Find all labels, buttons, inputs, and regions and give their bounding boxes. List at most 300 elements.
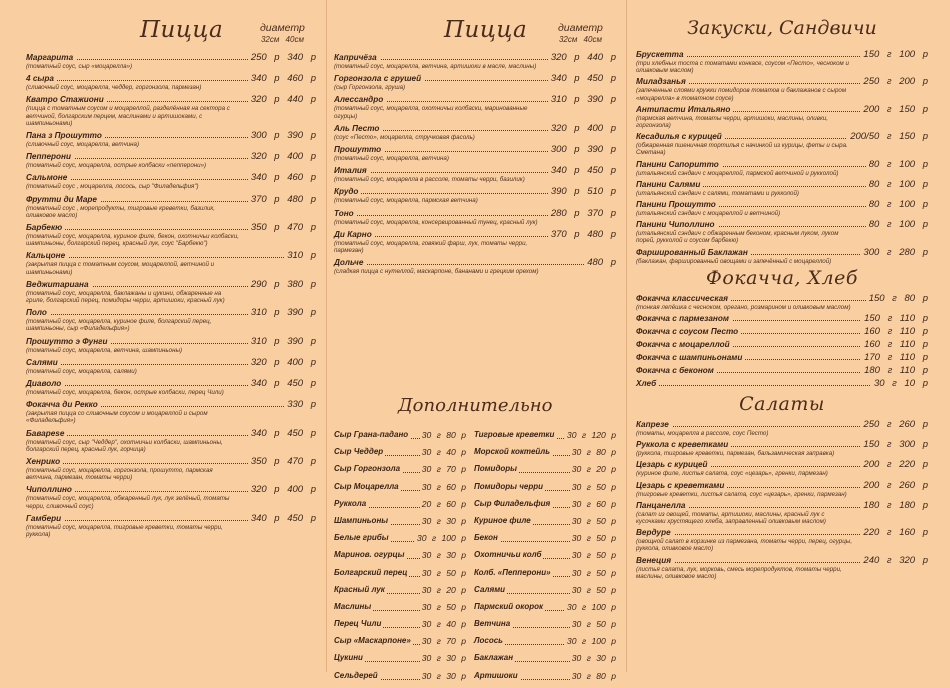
item-price: 160 г 110 р xyxy=(861,339,928,350)
item-price: 480 р xyxy=(584,257,616,268)
menu-item xyxy=(636,555,928,580)
extra-name: Морской коктейль xyxy=(474,447,551,457)
item-price: 320 р 400 р xyxy=(248,151,316,162)
extra-item xyxy=(334,516,466,533)
menu-item xyxy=(26,94,316,127)
extra-item xyxy=(334,585,466,602)
item-name: Диаволо xyxy=(26,378,64,389)
item-name: Панини Сапоритто xyxy=(636,159,722,170)
extra-item xyxy=(334,533,466,550)
item-price: 250 р 340 р xyxy=(248,52,316,63)
item-price: 310 р 390 р xyxy=(548,94,616,105)
extra-price: 30 г 70 р xyxy=(421,464,466,475)
item-price: 340 р 450 р xyxy=(248,428,316,439)
extra-price: 30 г 50 р xyxy=(571,567,616,578)
item-description: (томатный соус, моцарелла, куриное филе, бекон, охотничьи колбаски, шампиньоны, болгарский перец, красный лук, соус "Барбекю") xyxy=(26,233,239,248)
item-name: Панини Чиполлино xyxy=(636,219,718,230)
item-description: (томатный соус, моцарелла, салями) xyxy=(26,367,137,375)
extra-item xyxy=(474,671,616,688)
extra-item xyxy=(334,430,466,447)
menu-item xyxy=(636,339,928,350)
extra-item xyxy=(334,550,466,567)
menu-item xyxy=(636,365,928,376)
pizza-title-2: Пицца xyxy=(444,17,528,43)
item-price: 330 р xyxy=(284,399,316,410)
extra-name: Баклажан xyxy=(474,653,514,663)
extra-item xyxy=(474,585,616,602)
item-description: (итальянский сэндвич с моцареллой, пармской ветчиной и рукколой) xyxy=(636,169,839,177)
item-description: (томатный соус, моцарелла, консервированный тунец, красный лук) xyxy=(334,218,538,226)
extra-price: 30 г 20 р xyxy=(421,584,466,595)
item-name: Фокачча ди Рекко xyxy=(26,399,101,410)
item-price: 340 р 460 р xyxy=(248,172,316,183)
extra-price: 30 г 80 р xyxy=(571,447,616,458)
item-description: (итальянский сэндвич с салями, томатами и рукколой) xyxy=(636,189,799,197)
item-description: (баклажан, фаршированный овощами и запечённый с моцареллой) xyxy=(636,257,832,265)
diameter-header-1 xyxy=(260,22,305,46)
extra-item xyxy=(334,447,466,464)
item-description: (томатный соус, моцарелла, тигровые креветки, томаты черри, руккола) xyxy=(26,523,223,539)
item-price: 220 г 160 р xyxy=(860,527,928,538)
menu-item xyxy=(334,165,616,183)
item-description: (сладкая пицца с нутеллой, маскарпоне, бананами и грецким орехом) xyxy=(334,268,539,276)
menu-item xyxy=(334,123,616,141)
item-name: Италия xyxy=(334,165,370,176)
pizza-title-1: Пицца xyxy=(140,17,224,43)
menu-item xyxy=(26,513,316,538)
menu-item xyxy=(636,104,928,129)
menu-item xyxy=(636,247,928,265)
item-description: (итальянский сэндвич с обжаренным беконом, красным луком, луком порей, рукколой и соусом барбекю) xyxy=(636,230,839,245)
extra-name: Сыр Филадельфия xyxy=(474,498,551,508)
item-description: (томатный соус, моцарелла, говяжий фарш, лук, томаты черри, пармезан) xyxy=(334,239,528,255)
item-name: Фокачча с моцареллой xyxy=(636,339,733,350)
item-name: Цезарь с креветками xyxy=(636,480,727,491)
menu-item xyxy=(636,419,928,437)
item-name: Кватро Стажиони xyxy=(26,94,107,105)
extra-price: 30 г 50 р xyxy=(571,533,616,544)
menu-item xyxy=(334,94,616,119)
item-name: Фаршированный Баклажан xyxy=(636,247,751,258)
extra-price: 30 г 50 р xyxy=(571,584,616,595)
menu-item xyxy=(334,257,616,275)
snacks-column xyxy=(636,0,928,582)
menu-item xyxy=(636,131,928,156)
size-labels: 32см 40см xyxy=(260,35,304,44)
extras-title: Дополнительно xyxy=(398,395,553,416)
extra-price: 30 г 30 р xyxy=(421,515,466,526)
item-name: Сальмоне xyxy=(26,172,70,183)
item-description: (куриное филе, листья салата, соус «цезарь», гренки, пармезан) xyxy=(636,470,828,478)
menu-item xyxy=(636,179,928,197)
menu-item xyxy=(26,357,316,375)
extra-price: 30 г 80 р xyxy=(421,430,466,440)
item-price: 300 р 390 р xyxy=(248,130,316,141)
menu-item xyxy=(636,500,928,525)
extra-price: 30 г 40 р xyxy=(421,619,466,630)
item-price: 200 г 220 р xyxy=(860,459,928,470)
menu-item xyxy=(26,378,316,396)
snacks-title: Закуски, Сандвичи xyxy=(687,17,877,39)
menu-item xyxy=(334,52,616,70)
extra-name: Перец Чили xyxy=(334,619,382,629)
item-name: Кесадилья с курицей xyxy=(636,131,725,142)
extra-price: 30 г 50 р xyxy=(421,601,466,612)
item-price: 250 г 200 р xyxy=(860,76,928,87)
extra-name: Сыр Моцарелла xyxy=(334,481,399,491)
item-price: 310 р 390 р xyxy=(248,307,316,318)
extra-name: Сыр «Маскарпоне» xyxy=(334,636,411,646)
menu-item xyxy=(334,73,616,91)
item-description: (закрытая пицца с томатным соусом, моцареллой, ветчиной и шампиньонами) xyxy=(26,261,215,276)
extra-item xyxy=(474,602,616,619)
extra-item xyxy=(334,602,466,619)
item-name: Брускетта xyxy=(636,49,687,60)
item-price: 370 р 480 р xyxy=(548,229,616,240)
menu-item xyxy=(636,159,928,177)
menu-item xyxy=(26,456,316,481)
item-price: 170 г 110 р xyxy=(861,352,928,363)
item-description: (три хлебных тоста с томатами конкасе, соусом «Песто», чесноком и оливковым маслом) xyxy=(636,60,849,75)
pizza-column-2 xyxy=(334,0,616,278)
extra-price: 30 г 30 р xyxy=(421,670,466,681)
menu-item xyxy=(636,352,928,363)
item-price: 310 р 390 р xyxy=(248,336,316,347)
item-description: (тонкая лепёшка с чесноком, орегано, розмарином и оливковым маслом) xyxy=(636,303,851,311)
item-price: 390 р 510 р xyxy=(548,186,616,197)
item-name: Панини Прошутто xyxy=(636,199,719,210)
item-description: (руккола, тигровые креветки, пармезан, бальзамическая заправка) xyxy=(636,450,835,458)
item-price: 150 г 80 р xyxy=(866,293,928,304)
item-description: (томатный соус, моцарелла, ветчина, шампиньоны) xyxy=(26,346,183,354)
menu-item xyxy=(26,73,316,91)
extra-price: 30 г 50 р xyxy=(571,619,616,630)
extra-name: Сыр Чеддер xyxy=(334,447,384,457)
extra-item xyxy=(474,636,616,653)
menu-item xyxy=(636,527,928,552)
menu-item xyxy=(26,428,316,453)
extra-name: Ветчина xyxy=(474,619,511,629)
extra-name: Пармский окорок xyxy=(474,601,544,611)
item-name: Цезарь с курицей xyxy=(636,459,711,470)
extra-name: Помидоры xyxy=(474,464,517,474)
item-name: Капричёза xyxy=(334,52,380,63)
item-name: Прошутто xyxy=(334,144,384,155)
extra-name: Болгарский перец xyxy=(334,567,408,577)
menu-item xyxy=(636,378,928,389)
item-name: Фокачча с беконом xyxy=(636,365,717,376)
item-price: 320 р 440 р xyxy=(548,52,616,63)
item-description: (томатный соус, моцарелла, горгонзола, прошутто, пармская ветчина, пармезан, томаты черри) xyxy=(26,467,213,482)
item-price: 320 р 400 р xyxy=(248,484,316,495)
item-price: 320 р 400 р xyxy=(548,123,616,134)
extra-name: Охотничьи колб xyxy=(474,550,542,560)
item-price: 30 г 10 р xyxy=(871,378,928,389)
extra-price: 30 г 30 р xyxy=(421,653,466,664)
item-name: Поло xyxy=(26,307,50,318)
item-name: Маргарита xyxy=(26,52,76,63)
extra-item xyxy=(334,482,466,499)
item-description: (томаты, моцарелла в рассоле, соус Песто) xyxy=(636,430,769,438)
extra-price: 30 г 30 р xyxy=(571,653,616,664)
extra-price: 30 г 60 р xyxy=(421,481,466,492)
extra-name: Красный лук xyxy=(334,584,385,594)
item-price: 150 г 110 р xyxy=(861,313,928,324)
extra-price: 30 г 80 р xyxy=(571,670,616,681)
item-name: Бавареsе xyxy=(26,428,67,439)
item-price: 180 г 180 р xyxy=(860,500,928,511)
item-description: (соус «Песто», моцарелла, стручковая фасоль) xyxy=(334,133,475,141)
item-description: (листья салата, лук, морковь, смесь морепродуктов, томаты черри, маслины, оливковое масло) xyxy=(636,565,842,580)
extra-item xyxy=(474,482,616,499)
item-price: 180 г 110 р xyxy=(861,365,928,376)
item-price: 310 р xyxy=(284,250,316,261)
menu-item xyxy=(334,186,616,204)
extra-name: Колб. «Пепперони» xyxy=(474,567,551,577)
extra-item xyxy=(474,550,616,567)
extra-price: 30 г 50 р xyxy=(571,481,616,492)
item-price: 280 р 370 р xyxy=(548,208,616,219)
menu-item xyxy=(636,326,928,337)
item-description: (томатный соус, сыр «моцарелла») xyxy=(26,63,133,70)
menu-item xyxy=(26,172,316,190)
extra-price: 30 г 120 р xyxy=(566,430,616,440)
extras-list-right xyxy=(474,430,616,688)
item-price: 350 р 470 р xyxy=(248,222,316,233)
item-price: 80 г 100 р xyxy=(866,159,928,170)
extra-item xyxy=(474,464,616,481)
extra-name: Цукини xyxy=(334,653,363,663)
item-name: Ди Карно xyxy=(334,229,375,240)
menu-item xyxy=(26,194,316,219)
menu-item xyxy=(26,399,316,424)
item-description: (томатный соус, моцарелла, пармская ветчина) xyxy=(334,197,478,205)
item-price: 370 р 480 р xyxy=(248,194,316,205)
item-name: Кальцоне xyxy=(26,250,68,261)
item-description: (тигровые креветки, листья салата, соус «цезарь», гренки, пармезан) xyxy=(636,490,847,498)
item-description: (томатный соус, моцарелла, охотничьи колбаски, маринованные огурцы) xyxy=(334,105,528,120)
extra-item xyxy=(474,430,616,447)
menu-item xyxy=(636,480,928,498)
item-description: (овощной салат в корзинке из пармезана, томаты черри, перец, огурцы, руккола, оливковое масло) xyxy=(636,538,853,553)
item-price: 300 г 280 р xyxy=(860,247,928,258)
fold-line-right xyxy=(626,0,627,672)
menu-item xyxy=(26,279,316,304)
item-name: Пепперони xyxy=(26,151,74,162)
item-description: (сыр Горгонзола, груша) xyxy=(334,84,406,92)
leader-dots xyxy=(334,264,616,265)
extra-price: 30 г 50 р xyxy=(571,550,616,561)
item-name: Барбекю xyxy=(26,222,65,233)
extra-price: 30 г 100 р xyxy=(566,636,616,647)
extra-name: Сыр Горгонзола xyxy=(334,464,401,474)
diameter-label: диаметр xyxy=(260,22,305,34)
item-name: Тоно xyxy=(334,208,357,219)
focaccia-title: Фокачча, Хлеб xyxy=(706,266,858,289)
item-name: 4 сыра xyxy=(26,73,57,84)
extra-item xyxy=(334,671,466,688)
item-name: Антипасти Итальяно xyxy=(636,104,733,115)
extra-price: 30 г 100 р xyxy=(416,533,466,544)
item-price: 340 р 460 р xyxy=(248,73,316,84)
item-price: 200 г 150 р xyxy=(860,104,928,115)
menu-item xyxy=(26,222,316,247)
extra-name: Помидоры черри xyxy=(474,481,543,491)
item-price: 320 р 440 р xyxy=(248,94,316,105)
item-description: (томатный соус, моцарелла в рассоле, томаты черри, базилик) xyxy=(334,176,525,184)
extras-list-left xyxy=(334,430,466,688)
menu-item xyxy=(26,250,316,275)
item-name: Панцанелла xyxy=(636,500,688,511)
menu-item xyxy=(636,219,928,244)
menu-item xyxy=(26,336,316,354)
item-price: 200 г 260 р xyxy=(860,480,928,491)
menu-item xyxy=(334,144,616,162)
item-price: 240 г 320 р xyxy=(860,555,928,566)
extra-name: Куриное филе xyxy=(474,515,531,525)
item-price: 150 г 100 р xyxy=(860,49,928,60)
extra-name: Маслины xyxy=(334,601,372,611)
extra-price: 30 г 30 р xyxy=(421,550,466,561)
salads-title: Салаты xyxy=(739,393,825,416)
item-price: 340 р 450 р xyxy=(548,165,616,176)
extra-name: Маринов. огурцы xyxy=(334,550,405,560)
extra-name: Шампиньоны xyxy=(334,515,389,525)
item-description: (томатный соус, моцарелла, обжаренный лук, лук зелёный, томаты черри, сливочный соус) xyxy=(26,495,230,510)
menu-item xyxy=(636,459,928,477)
item-name: Гамбери xyxy=(26,513,64,524)
item-price: 160 г 110 р xyxy=(861,326,928,337)
item-price: 320 р 400 р xyxy=(248,357,316,368)
item-name: Хенрико xyxy=(26,456,63,467)
item-price: 300 р 390 р xyxy=(548,144,616,155)
menu-item xyxy=(26,484,316,509)
item-name: Хлеб xyxy=(636,378,659,389)
item-name: Фокачча с пармезаном xyxy=(636,313,732,324)
item-description: (томатный соус , морепродукты, тигровые креветки, базилик, оливковое масло) xyxy=(26,204,216,219)
menu-item xyxy=(26,52,316,70)
extra-item xyxy=(474,533,616,550)
menu-item xyxy=(26,151,316,169)
extra-name: Руккола xyxy=(334,498,367,508)
extra-price: 30 г 20 р xyxy=(571,464,616,475)
item-description: (томатный соус, моцарелла, бекон, острые колбаски, перец Чили) xyxy=(26,389,224,397)
extra-item xyxy=(474,568,616,585)
item-price: 150 г 300 р xyxy=(860,439,928,450)
extra-item xyxy=(334,619,466,636)
item-price: 350 р 470 р xyxy=(248,456,316,467)
item-description: (томатный соус, моцарелла, ветчина) xyxy=(334,155,449,163)
item-name: Чиполлино xyxy=(26,484,75,495)
item-name: Вердуре xyxy=(636,527,674,538)
extra-name: Бекон xyxy=(474,533,498,543)
item-description: (пицца с томатным соусом и моцареллой, разделённая на сектора с ветчиной, болгарским перцем, маслинами и артишоками, с шампиньонами) xyxy=(26,105,230,127)
extra-item xyxy=(334,653,466,670)
extra-price: 30 г 40 р xyxy=(421,447,466,458)
extra-price: 30 г 50 р xyxy=(571,515,616,526)
extra-item xyxy=(334,464,466,481)
extra-item xyxy=(474,516,616,533)
item-name: Салями xyxy=(26,357,61,368)
item-price: 80 г 100 р xyxy=(866,219,928,230)
item-price: 80 г 100 р xyxy=(866,199,928,210)
extra-item xyxy=(334,636,466,653)
menu-item xyxy=(636,439,928,457)
extra-name: Белые грибы xyxy=(334,533,389,543)
extra-item xyxy=(474,447,616,464)
item-description: (томатный соус, моцарелла, острые колбаски «пепперони») xyxy=(26,162,207,170)
extra-price: 30 г 70 р xyxy=(421,636,466,647)
item-price: 80 г 100 р xyxy=(866,179,928,190)
menu-item xyxy=(334,208,616,226)
item-description: (томатный соус , моцарелла, лосось, сыр "Филадельфия") xyxy=(26,183,199,191)
item-description: (томатный соус, моцарелла, куриное филе, болгарский перец, шампиньоны, сыр «Филадельфия») xyxy=(26,318,212,333)
item-name: Фрутти ди Маре xyxy=(26,194,100,205)
leader-dots xyxy=(26,257,316,258)
item-description: (томатный соус, сыр "Чеддер", охотничьи колбаски, шампиньоны, болгарский перец, красный лук, горчица) xyxy=(26,438,223,453)
menu-item xyxy=(636,49,928,74)
item-description: (сливочный соус, моцарелла, ветчина) xyxy=(26,141,140,149)
menu-item xyxy=(334,229,616,254)
size-labels: 32см 40см xyxy=(558,35,602,44)
extra-price: 30 г 50 р xyxy=(421,567,466,578)
item-name: Горгонзола с грушей xyxy=(334,73,424,84)
pizza-column-1 xyxy=(26,0,316,541)
item-name: Фокачча с соусом Песто xyxy=(636,326,741,337)
item-description: (итальянский сэндвич с моцареллой и ветчиной) xyxy=(636,210,781,218)
item-price: 200/50 г 150 р xyxy=(847,131,928,142)
menu-item xyxy=(26,307,316,332)
item-name: Аль Песто xyxy=(334,123,382,134)
item-description: (томатный соус, моцарелла, ветчина, артишоки в масле, маслины) xyxy=(334,63,537,70)
item-description: (пармская ветчина, томаты черри, артишоки, маслины, оливки, горгонзола) xyxy=(636,114,829,130)
item-description: (салат из овощей, томаты, артишоки, маслины, красный лук с кусочками хрустящего хлеба, заправленный оливковым маслом) xyxy=(636,510,826,526)
extra-name: Тигровые креветки xyxy=(474,430,555,439)
item-price: 340 р 450 р xyxy=(548,73,616,84)
diameter-header-2 xyxy=(558,22,603,46)
extra-name: Сельдерей xyxy=(334,670,378,680)
item-name: Алессандро xyxy=(334,94,386,105)
extra-price: 20 г 60 р xyxy=(421,498,466,509)
item-description: (сливочный соус, моцарелла, чеддер, горгонзола, пармезан) xyxy=(26,84,202,92)
item-price: 340 р 450 р xyxy=(248,378,316,389)
extra-price: 30 г 100 р xyxy=(566,601,616,612)
item-name: Дольче xyxy=(334,257,366,268)
item-name: Крудо xyxy=(334,186,361,197)
item-name: Пана з Прошутто xyxy=(26,130,105,141)
item-name: Фокачча классическая xyxy=(636,293,731,304)
extra-name: Артишоки xyxy=(474,670,518,680)
menu-item xyxy=(26,130,316,148)
menu-item xyxy=(636,313,928,324)
item-description: (томатный соус, моцарелла, баклажаны и цукини, обжаренные на гриле, болгарский перец, помидоры черри, артишоки, красный лук) xyxy=(26,289,225,305)
item-name: Миладзанья xyxy=(636,76,689,87)
fold-line-left xyxy=(326,0,327,672)
item-description: (обжаренная пшеничная тортилья с начинкой из курицы, феты и сыра. Сметана) xyxy=(636,142,848,157)
extra-name: Сыр Грана-падано xyxy=(334,430,409,439)
item-name: Руккола с креветками xyxy=(636,439,731,450)
item-name: Панини Салями xyxy=(636,179,703,190)
item-price: 290 р 380 р xyxy=(248,279,316,290)
extra-item xyxy=(334,499,466,516)
menu-item xyxy=(636,199,928,217)
extra-price: 30 г 60 р xyxy=(571,498,616,509)
item-name: Капрезе xyxy=(636,419,672,430)
item-description: (запеченные слоями кружки помидоров томатов и баклажанов с сыром «моцарелла» в томатном соусе) xyxy=(636,87,847,102)
extra-name: Салями xyxy=(474,584,506,594)
extra-item xyxy=(474,653,616,670)
item-description: (закрытая пицца со сливочным соусом и моцареллой и сыром «Филадельфия») xyxy=(26,410,208,425)
